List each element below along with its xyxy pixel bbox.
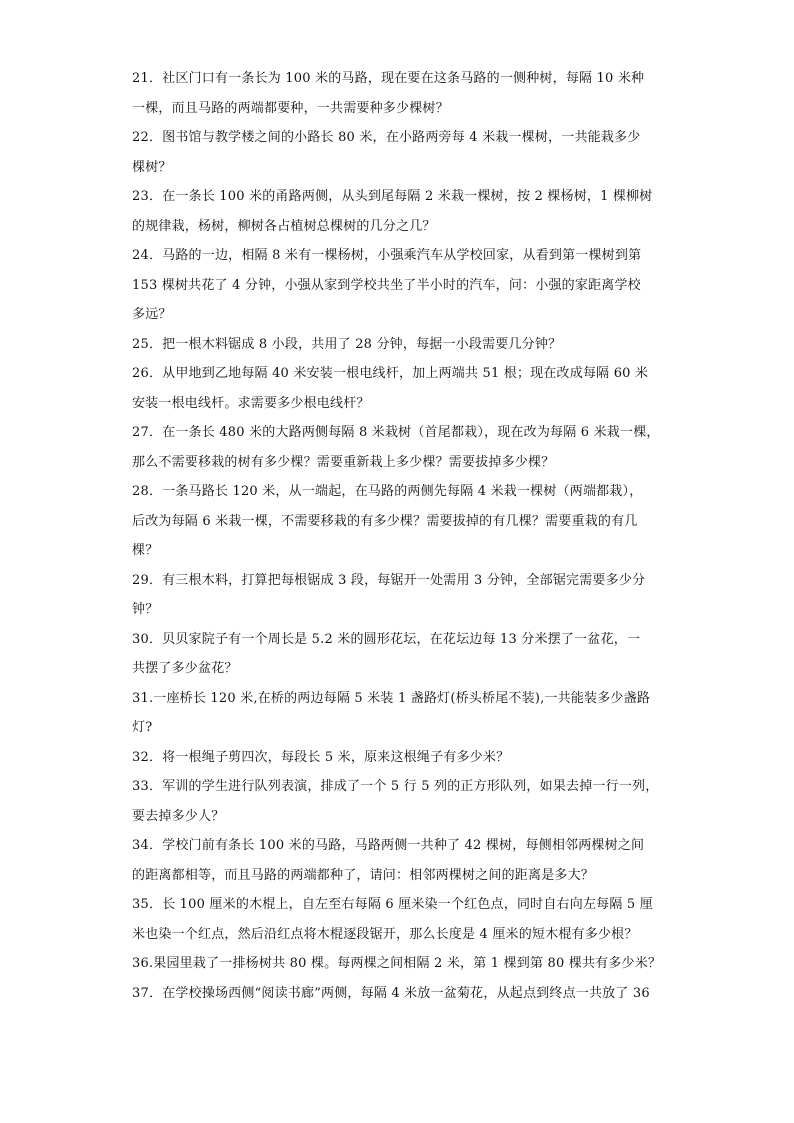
problem-line: 那么不需要移栽的树有多少棵？需要重新栽上多少棵？需要拔掉多少棵？ — [132, 454, 555, 470]
problem-line: 26．从甲地到乙地每隔 40 米安装一根电线杆，加上两端共 51 根；现在改成每隔 60 米 — [132, 366, 649, 381]
problem-31 — [132, 684, 662, 743]
problem-line: 32．将一根绳子剪四次，每段长 5 米，原来这根绳子有多少米？ — [132, 749, 510, 765]
problem-line: 多远？ — [132, 307, 172, 322]
problem-line: 31.一座桥长 120 米,在桥的两边每隔 5 米装 1 盏路灯(桥头桥尾不装),一共能装多少盏路 — [132, 690, 651, 706]
problem-25 — [132, 330, 662, 360]
problem-line: 25．把一根木料锯成 8 小段，共用了 28 分钟，每据一小段需要几分钟？ — [132, 336, 562, 352]
problem-line: 钟？ — [132, 602, 159, 617]
problem-line: 36.果园里栽了一排杨树共 80 棵。每两棵之间相隔 2 米，第 1 棵到第 80 棵共有多少米？ — [132, 956, 662, 971]
problem-32 — [132, 743, 662, 773]
problem-21 — [132, 64, 662, 123]
problem-line: 共摆了多少盆花？ — [132, 661, 238, 676]
problem-line: 34．学校门前有条长 100 米的马路，马路两侧一共种了 42 棵树，每侧相邻两棵树之间 — [132, 838, 645, 853]
problem-line: 米也染一个红点，然后沿红点将木棍逐段锯开，那么长度是 4 厘米的短木棍有多少根？ — [132, 926, 638, 942]
problem-line: 21．社区门口有一条长为 100 米的马路，现在要在这条马路的一侧种树，每隔 10 米种 — [132, 71, 645, 86]
problem-26 — [132, 359, 662, 418]
problem-27 — [132, 418, 662, 477]
problem-line: 的规律栽，杨树，柳树各占植树总棵树的几分之几？ — [132, 218, 436, 234]
problem-line: 28．一条马路长 120 米，从一端起，在马路的两侧先每隔 4 米栽一棵树（两端都栽）， — [132, 484, 643, 499]
problem-33 — [132, 772, 662, 831]
problem-line: 安装一根电线杆。求需要多少根电线杆？ — [132, 395, 370, 411]
problem-line: 24．马路的一边，相隔 8 米有一棵杨树，小强乘汽车从学校回家，从看到第一棵树到第 — [132, 248, 642, 263]
problem-30 — [132, 625, 662, 684]
problem-36 — [132, 949, 662, 979]
problem-29 — [132, 566, 662, 625]
problem-line: 棵树？ — [132, 159, 172, 175]
problem-line: 33．军训的学生进行队列表演，排成了一个 5 行 5 列的正方形队列，如果去掉一行一列， — [132, 779, 659, 794]
problem-22 — [132, 123, 662, 182]
problem-line: 灯? — [132, 720, 153, 735]
problem-list — [132, 64, 662, 1008]
problem-line: 后改为每隔 6 米栽一棵，不需要移栽的有多少棵？需要拔掉的有几棵？需要重栽的有几 — [132, 513, 638, 529]
problem-line: 153 棵树共花了 4 分钟，小强从家到学校共坐了半小时的汽车，问：小强的家距离学校 — [132, 277, 641, 293]
problem-34 — [132, 831, 662, 890]
problem-line: 棵？ — [132, 543, 159, 558]
problem-23 — [132, 182, 662, 241]
problem-line: 22．图书馆与教学楼之间的小路长 80 米，在小路两旁每 4 米栽一棵树，一共能栽多少 — [132, 130, 641, 145]
problem-24 — [132, 241, 662, 330]
problem-line: 29．有三根木料，打算把每根锯成 3 段，每锯开一处需用 3 分钟，全部锯完需要多少分 — [132, 572, 646, 588]
problem-line: 要去掉多少人？ — [132, 808, 225, 824]
problem-line: 35．长 100 厘米的木棍上，自左至右每隔 6 厘米染一个红色点，同时自右向左每隔 5 厘 — [132, 897, 653, 912]
problem-line: 一棵，而且马路的两端都要种，一共需要种多少棵树？ — [132, 100, 449, 116]
problem-28 — [132, 477, 662, 566]
problem-line: 的距离都相等，而且马路的两端都种了，请问：相邻两棵树之间的距离是多大？ — [132, 867, 595, 883]
problem-line: 37．在学校操场西侧“阅读书廊”两侧，每隔 4 米放一盆菊花，从起点到终点一共放了 36 — [132, 985, 650, 1001]
problem-line: 30．贝贝家院子有一个周长是 5.2 米的圆形花坛，在花坛边每 13 分米摆了一盆花，一 — [132, 631, 641, 647]
problem-line: 27．在一条长 480 米的大路两侧每隔 8 米栽树（首尾都栽），现在改为每隔 6 米栽一棵， — [132, 425, 660, 440]
problem-37 — [132, 979, 662, 1009]
problem-35 — [132, 890, 662, 949]
problem-line: 23．在一条长 100 米的甬路两侧，从头到尾每隔 2 米栽一棵树，按 2 棵杨树，1 棵柳树 — [132, 189, 653, 204]
